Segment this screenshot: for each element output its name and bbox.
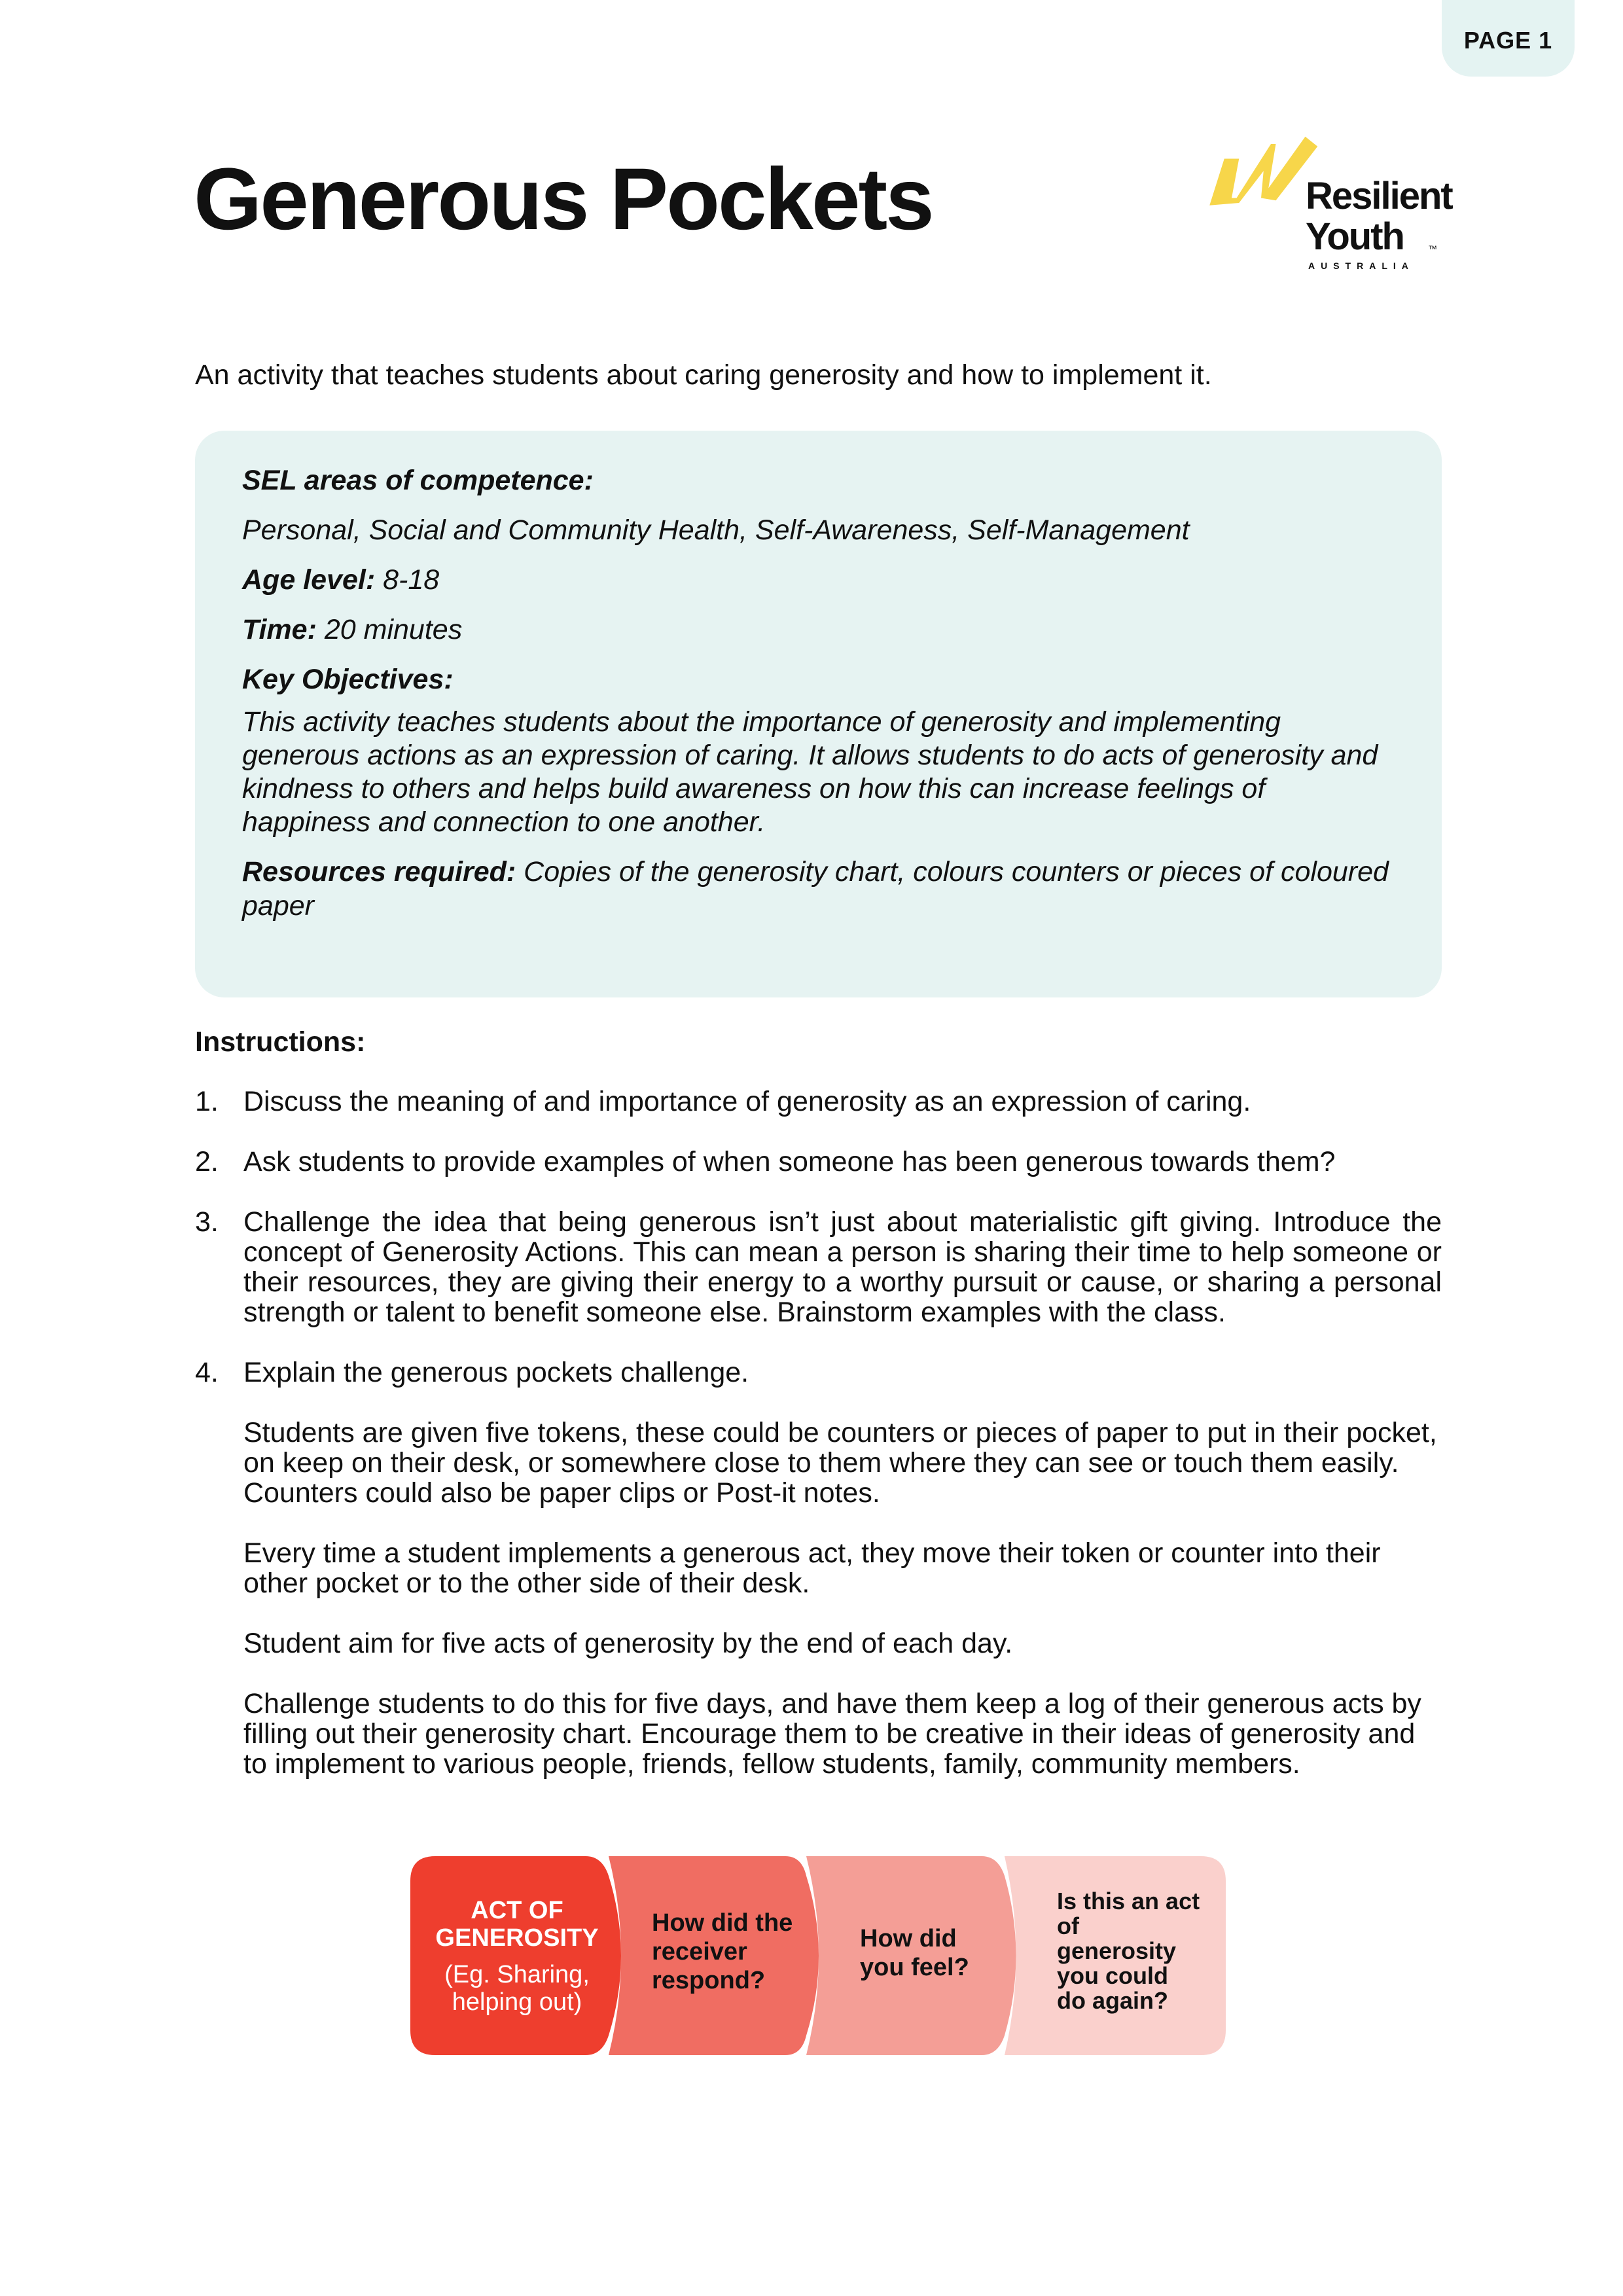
subtitle: An activity that teaches students about caring generosity and how to implement it.	[195, 359, 1212, 391]
objectives-label: Key Objectives:	[242, 664, 454, 695]
item-number: 4.	[195, 1357, 219, 1388]
logo-brushstroke-icon	[1202, 124, 1320, 242]
item-paragraph: Challenge students to do this for five days, and have them keep a log of their generous acts by filling out their generosity chart. Encourage them to be creative in their ideas of generosity and to implement to various people, friends, fellow students, family, community members.	[243, 1688, 1421, 1780]
time-label: Time:	[242, 614, 317, 645]
sel-value: Personal, Social and Community Health, Self-Awareness, Self-Management	[242, 514, 1190, 546]
item-paragraph: Student aim for five acts of generosity by the end of each day.	[243, 1628, 1013, 1659]
resources-value: Copies of the generosity chart, colours counters or pieces of coloured paper	[242, 856, 1389, 922]
item-number: 3.	[195, 1206, 219, 1238]
item-number: 1.	[195, 1086, 219, 1117]
item-lead: Explain the generous pockets challenge.	[243, 1357, 749, 1388]
flow-step-4: Is this an act of generosity you could do again?	[1057, 1888, 1200, 2014]
list-item	[195, 1207, 1442, 1327]
flow-step-1-note: (Eg. Sharing, helping out)	[444, 1961, 590, 2016]
list-item	[195, 1086, 1442, 1117]
logo-text-youth: Youth	[1306, 215, 1404, 258]
item-text: Discuss the meaning of and importance of generosity as an expression of caring.	[243, 1086, 1251, 1117]
logo-text-australia: AUSTRALIA	[1308, 260, 1414, 271]
item-paragraph: Every time a student implements a generous act, they move their token or counter into their other pocket or to the other side of their desk.	[243, 1537, 1381, 1599]
page-title: Generous Pockets	[194, 151, 933, 248]
item-text: Ask students to provide examples of when someone has been generous towards them?	[243, 1146, 1336, 1177]
resources-label: Resources required:	[242, 856, 516, 888]
time-value: 20 minutes	[324, 614, 463, 645]
item-text	[243, 1357, 1442, 1779]
instructions-list	[195, 1086, 1442, 1809]
resilient-youth-logo	[1202, 124, 1464, 278]
item-paragraph: Students are given five tokens, these could be counters or pieces of paper to put in their pocket, on keep on their desk, or somewhere close to them where they can see or touch them easily. Counters could also be paper clips or Post-it notes.	[243, 1417, 1437, 1509]
sel-label: SEL areas of competence:	[242, 465, 594, 496]
age-value: 8-18	[383, 564, 440, 596]
activity-info-box	[195, 431, 1442, 997]
objectives-value: This activity teaches students about the importance of generosity and implementing generous actions as an expression of caring. It allows students to do acts of generosity and kindness to others and helps build awareness on how this can increase feelings of happiness and connection to one another.	[242, 706, 1378, 838]
flow-step-3: How did you feel?	[860, 1925, 969, 1981]
page-label: PAGE 1	[1463, 27, 1553, 54]
instructions-heading: Instructions:	[195, 1026, 366, 1058]
list-item	[195, 1357, 1442, 1779]
list-item	[195, 1147, 1442, 1177]
generosity-flow-diagram	[406, 1856, 1230, 2059]
age-label: Age level:	[242, 564, 376, 596]
item-number: 2.	[195, 1146, 219, 1177]
flow-step-2: How did the receiver respond?	[652, 1909, 793, 1994]
flow-step-1-title: ACT OF GENEROSITY	[435, 1897, 599, 1952]
logo-text-resilient: Resilient	[1306, 175, 1452, 217]
logo-trademark: ™	[1428, 243, 1437, 254]
flow-step-1	[425, 1897, 609, 2016]
item-text: Challenge the idea that being generous isn’t just about materialistic gift giving. Introduce the concept of Generosity Actions. This can mean a person is sharing their time to help someone or their resources, they are giving their energy to a worthy pursuit or cause, or sharing a personal strength or talent to benefit someone else. Brainstorm examples with the class.	[243, 1206, 1442, 1328]
page-number-tab	[1442, 0, 1575, 77]
